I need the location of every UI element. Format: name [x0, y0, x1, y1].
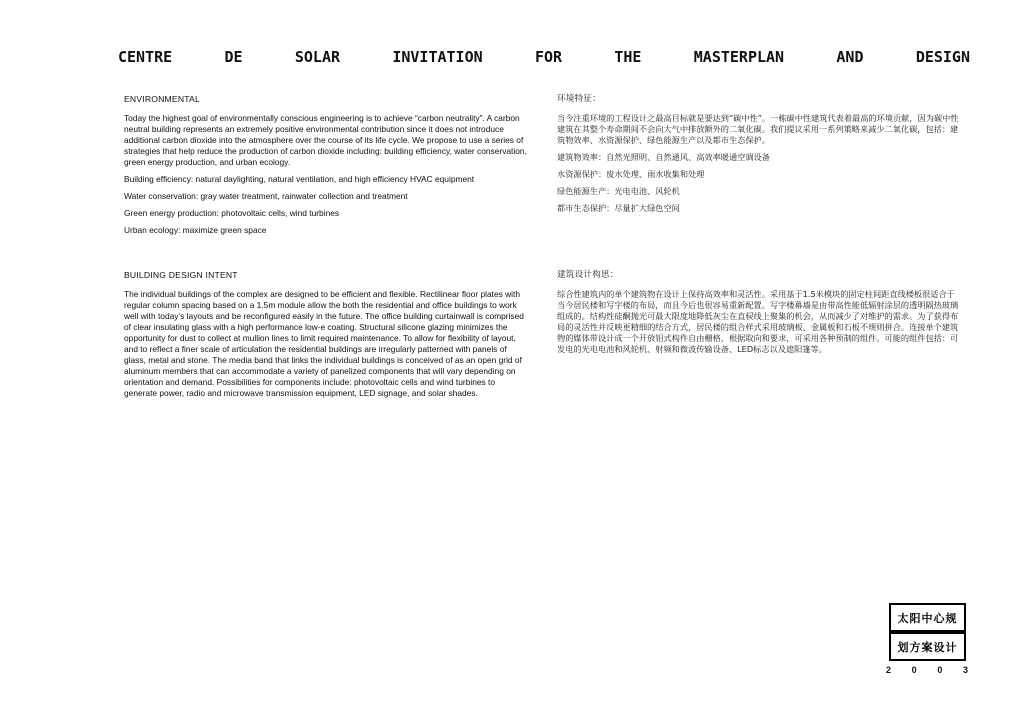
- strategy-item-zh: 水资源保护：废水处理、雨水收集和处理: [557, 169, 705, 179]
- building-design-heading-zh: 建筑设计构思：: [557, 270, 619, 280]
- building-design-body-zh: 综合性建筑内的单个建筑物在设计上保持高效率和灵活性。采用基于1.5米模块的固定柱间距直线楼板很适合于当今居民楼和写字楼的布局，而且今后也很容易重新配置。写字楼幕墙是由带高性能低辐射涂层的透明隔热玻璃组成的。结构性硅酮抛光可最大限度地降低灰尘在直棂线上聚集的机会，从而减少了对维护的需求。为了获得布局的灵活性并反映更精细的结合方式，居民楼的组合样式采用玻璃板、金属板和石板不规则拼合。连接单个建筑物的媒体带设计成一个开放铝式构件自由栅格，根据取向和要求，可采用各种预制的组件。可能的组件包括：可发电的光电电池和风轮机、射频和微波传输设备、LED标志以及遮阳篷等。: [557, 289, 959, 354]
- masthead-word: SOLAR: [294, 48, 341, 66]
- year-digit: 3: [962, 665, 968, 675]
- strategy-item: Water conservation: gray water treatment, rainwater collection and treatment: [124, 191, 408, 201]
- chinese-column: [557, 94, 962, 220]
- strategy-item: Building efficiency: natural daylighting, natural ventilation, and high efficiency HVAC equipment: [124, 174, 475, 184]
- year-label: [886, 665, 968, 675]
- strategy-item-zh: 绿色能源生产：光电电池、风轮机: [557, 186, 680, 196]
- strategy-item-zh: 都市生态保护：尽量扩大绿色空间: [557, 203, 680, 213]
- masthead-word: INVITATION: [392, 48, 483, 66]
- strategy-item: Urban ecology: maximize green space: [124, 225, 267, 235]
- logo-line-2: 划方案设计: [891, 634, 964, 659]
- english-building-section: [124, 270, 529, 405]
- environmental-heading: ENVIRONMENTAL: [124, 94, 200, 104]
- environmental-intro: Today the highest goal of environmentally conscious engineering is to achieve “carbon neutrality”. A carbon neutral building represents an extremely positive environmental contribution since it does not introduce additional carbon dioxide into the atmosphere over the course of its life cycle. We propose to use a series of strategies that help reduce the production of carbon dioxide including: building efficiency, water conservation, green energy production, and urban ecology.: [124, 113, 527, 167]
- masthead-word: CENTRE: [118, 48, 173, 66]
- project-logo: [889, 603, 966, 661]
- year-digit: 0: [937, 665, 943, 675]
- masthead-word: FOR: [534, 48, 563, 66]
- environmental-heading-zh: 环境特征：: [557, 94, 601, 104]
- strategy-item: Green energy production: photovoltaic cells, wind turbines: [124, 208, 340, 218]
- masthead-word: DESIGN: [915, 48, 970, 66]
- logo-line-1: 太阳中心规: [891, 605, 964, 630]
- building-design-heading: BUILDING DESIGN INTENT: [124, 270, 238, 280]
- building-design-body: The individual buildings of the complex are designed to be efficient and flexible. Rectilinear floor plates with regular column spacing based on a 1.5m module allow the both the residential and office buildings to work well with today’s layouts and be reconfigured easily in the future. The office building curtainwall is comprised of clear insulating glass with a high performance low-e coating. Structural silicone glazing minimizes the opportunity for dust to collect at mullion lines to limit required maintenance. To allow for flexibility of layout, and to reflect a finer scale of articulation the residential buildings are irregularly patterned with panels of glass, metal and stone. The media band that links the individual buildings is conceived of as an open grid of aluminum members that can accommodate a variety of panelized components that will vary depending on orientation and demand. Possibilities for components include: photovoltaic cells and wind turbines to generate power, radio and microwave transmission equipment, LED signage, and solar shades.: [124, 289, 524, 398]
- year-digit: 0: [911, 665, 917, 675]
- year-digit: 2: [886, 665, 892, 675]
- strategy-item-zh: 建筑物效率：自然光照明、自然通风、高效率暖通空调设备: [557, 152, 770, 162]
- masthead-title: [118, 48, 970, 66]
- masthead-word: THE: [614, 48, 642, 66]
- masthead-word: AND: [836, 48, 864, 66]
- chinese-building-section: [557, 270, 962, 361]
- english-column: [124, 94, 529, 242]
- masthead-word: DE: [224, 48, 243, 66]
- environmental-intro-zh: 当今注重环境的工程设计之最高目标就是要达到“碳中性”。一栋碳中性建筑代表着最高的环境贡献，因为碳中性建筑在其整个寿命期间不会向大气中排放额外的二氧化碳。我们提议采用一系列策略来减少二氧化碳，包括：建筑物效率、水资源保护、绿色能源生产以及都市生态保护。: [557, 113, 959, 145]
- masthead-word: MASTERPLAN: [693, 48, 785, 66]
